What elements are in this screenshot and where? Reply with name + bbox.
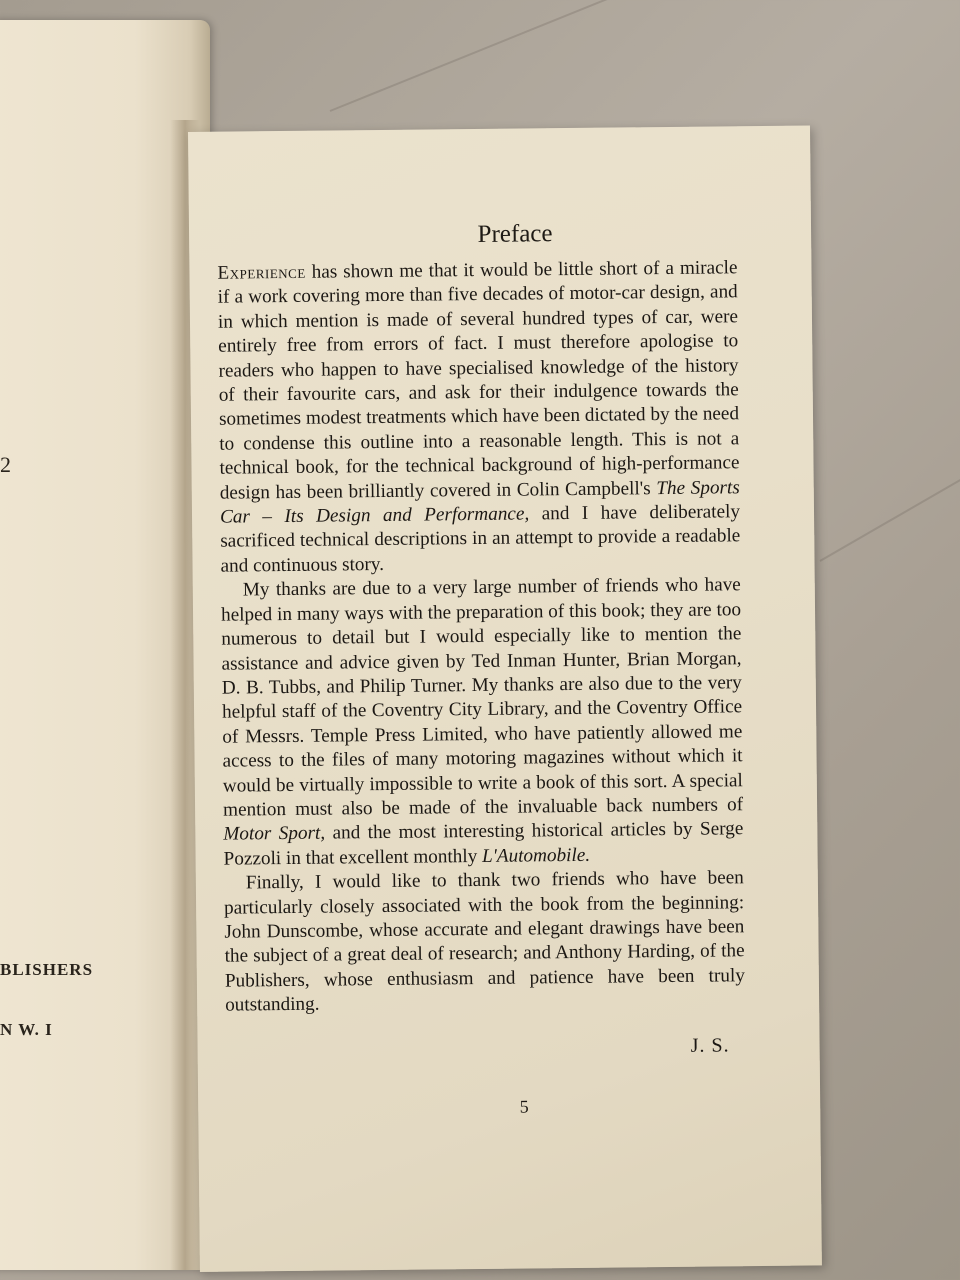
preface-paragraph-3: Finally, I would like to thank two friends who have been particularly closely associated with the book from the beginning: John Dunscombe, whose accurate and elegant drawings have been the subject of a great deal of research; and Anthony Harding, of the Publishers, whose enthusiasm and patience have been truly outstanding.	[224, 867, 745, 1016]
cardboard-crease	[820, 450, 960, 562]
cardboard-crease	[330, 0, 960, 112]
magazine-title-italic: Motor Sport,	[223, 822, 326, 846]
lead-word: Experience	[217, 261, 306, 284]
page-number: 5	[519, 1096, 529, 1117]
preface-paragraph-1	[217, 256, 740, 579]
signature-initials: J. S.	[690, 1034, 730, 1057]
preface-body	[217, 256, 745, 1018]
left-page-fragment-number: 2	[0, 452, 12, 477]
preface-paragraph-2	[221, 574, 744, 872]
right-page	[188, 125, 822, 1271]
left-page-fragment-address: N W. I	[0, 1020, 53, 1039]
paragraph-text: and the most interesting historical articles by Serge Pozzoli in that excellent monthly	[223, 818, 744, 870]
book-title-italic: The Sports Car – Its Design and Performance,	[219, 476, 740, 528]
paragraph-text: and I have deliberately sacrificed technical descriptions in an attempt to provide a readable and continuous story.	[220, 501, 741, 577]
left-page-fragment-publishers: BLISHERS	[0, 960, 94, 979]
paragraph-text: has shown me that it would be little short of a miracle if a work covering more than five decades of motor-car design, and in which mention is made of several hundred types of car, were entirely free from errors of fact. I must therefore apologise to readers who happen to have specialised knowledge of the history of their favourite cars, and ask for their indulgence towards the sometimes modest treatments which have been dictated by the need to condense this outline into a reasonable length. This is not a technical book, for the technical background of high-performance design has been brilliantly covered in Colin Campbell's	[217, 257, 740, 504]
paragraph-text: My thanks are due to a very large number of friends who have helped in many ways with the preparation of this book; they are too numerous to detail but I would especially like to mention the assistance and advice given by Ted Inman Hunter, Brian Morgan, D. B. Tubbs, and Philip Turner. My thanks are also due to the very helpful staff of the Coventry City Library, and the Coventry Office of Messrs. Temple Press Limited, who have patiently allowed me access to the files of many motoring magazines without which it would be virtually impossible to write a book of this sort. A special mention must also be made of the invaluable back numbers of	[220, 574, 744, 821]
page-title: Preface	[477, 220, 553, 248]
magazine-title-italic: L'Automobile.	[481, 844, 591, 867]
